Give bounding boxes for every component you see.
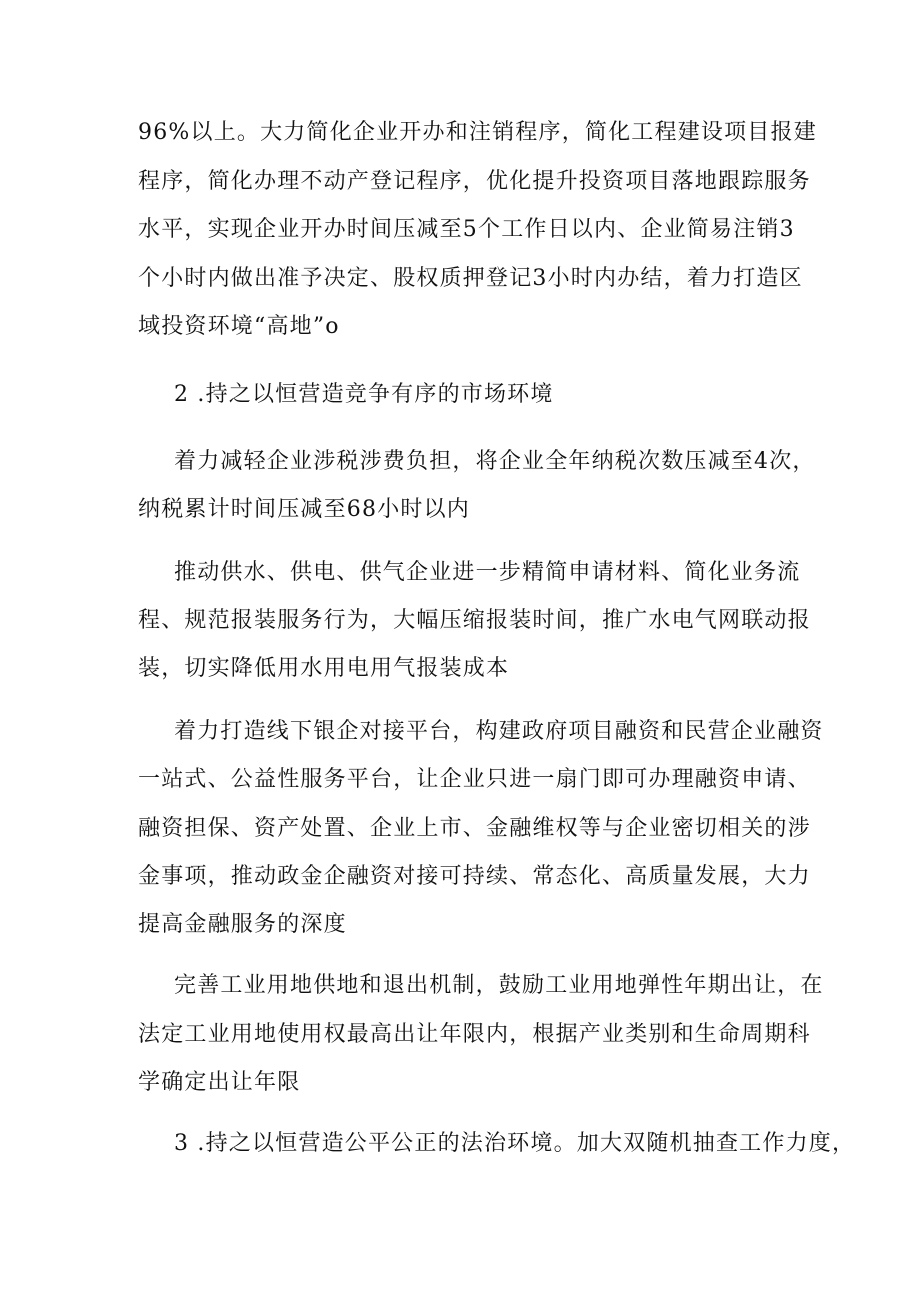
- section-heading-2: 2 .持之以恒营造竞争有序的市场环境: [174, 382, 554, 407]
- paragraph-1-line-2: 程序，简化办理不动产登记程序，优化提升投资项目落地跟踪服务: [138, 169, 811, 194]
- paragraph-1-line-4: 个小时内做出准予决定、股权质押登记3小时内办结，着力打造区: [138, 266, 803, 291]
- paragraph-4-line-4: 金事项，推动政金企融资对接可持续、常态化、高质量发展，大力: [138, 864, 811, 889]
- paragraph-2-line-1: 着力减轻企业涉税涉费负担，将企业全年纳税次数压减至4次，: [174, 449, 816, 474]
- paragraph-2-line-2: 纳税累计时间压减至68小时以内: [138, 497, 470, 522]
- paragraph-1-line-1: 96%以上。大力简化企业开办和注销程序，简化工程建设项目报建: [138, 120, 817, 145]
- paragraph-4-line-3: 融资担保、资产处置、企业上市、金融维权等与企业密切相关的涉: [138, 816, 811, 841]
- paragraph-4-line-1: 着力打造线下银企对接平台，构建政府项目融资和民营企业融资: [174, 719, 824, 744]
- paragraph-1-line-3: 水平，实现企业开办时间压减至5个工作日以内、企业简易注销3: [138, 217, 795, 242]
- paragraph-5-line-3: 学确定出让年限: [138, 1070, 301, 1095]
- paragraph-3-line-2: 程、规范报装服务行为，大幅压缩报装时间，推广水电气网联动报: [138, 608, 811, 633]
- paragraph-3-line-1: 推动供水、供电、供气企业进一步精简申请材料、简化业务流: [174, 560, 801, 585]
- paragraph-4-line-5: 提高金融服务的深度: [138, 912, 347, 937]
- paragraph-1-line-5: 域投资环境“高地”o: [138, 314, 340, 339]
- paragraph-5-line-1: 完善工业用地供地和退出机制，鼓励工业用地弹性年期出让，在: [174, 973, 824, 998]
- paragraph-3-line-3: 装，切实降低用水用电用气报装成本: [138, 656, 510, 681]
- paragraph-4-line-2: 一站式、公益性服务平台，让企业只进一扇门即可办理融资申请、: [138, 767, 811, 792]
- paragraph-5-line-2: 法定工业用地使用权最高出让年限内，根据产业类别和生命周期科: [138, 1022, 811, 1047]
- section-heading-3: 3 .持之以恒营造公平公正的法治环境。加大双随机抽查工作力度，: [174, 1131, 856, 1156]
